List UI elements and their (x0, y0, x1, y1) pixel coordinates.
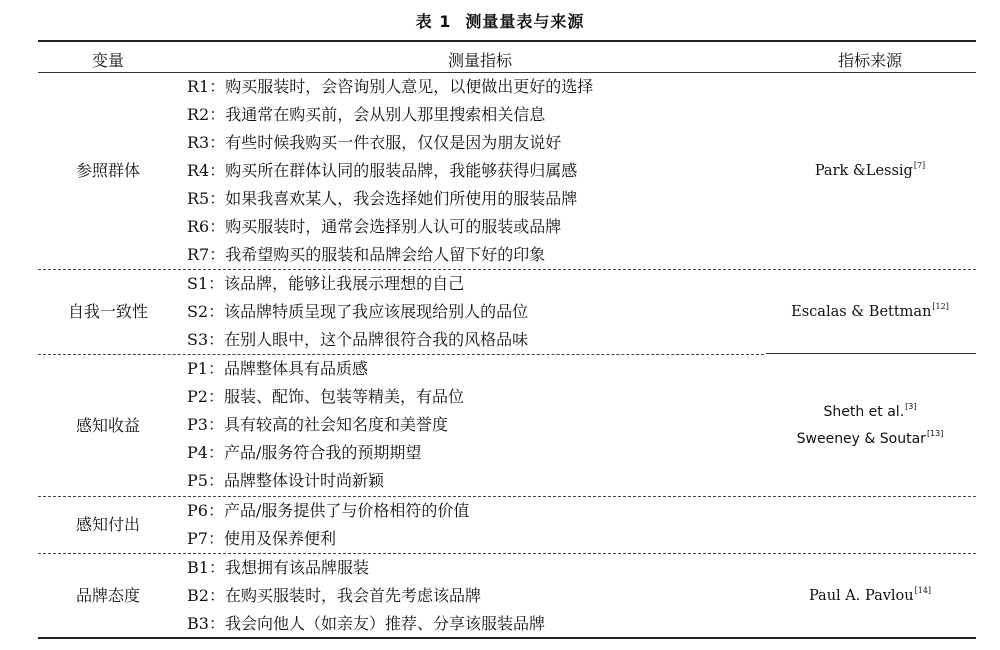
variable-label: 参照群体 (75, 161, 140, 180)
indicator-item: R2：我通常在购买前，会从别人那里搜索相关信息 (187, 105, 546, 124)
indicator-item: P6：产品/服务提供了与价格相符的价值 (187, 501, 470, 520)
source-citation: Sheth et al.[3] (823, 402, 917, 420)
indicator-item: B1：我想拥有该品牌服装 (187, 558, 369, 577)
variable-label: 感知付出 (75, 515, 140, 534)
indicator-item: R1：购买服装时，会咨询别人意见，以便做出更好的选择 (187, 77, 594, 96)
indicator-item: P2：服装、配饰、包装等精美，有品位 (187, 387, 464, 406)
indicator-list (187, 497, 767, 553)
indicator-item: B3：我会向他人（如亲友）推荐、分享该服装品牌 (187, 614, 545, 633)
header-indicator: 测量指标 (447, 51, 512, 70)
header-source: 指标来源 (837, 51, 902, 70)
indicator-list (187, 270, 767, 354)
header-variable: 变量 (91, 51, 124, 70)
source-column-rule (766, 353, 976, 354)
indicator-item: R3：有些时候我购买一件衣服，仅仅是因为朋友说好 (187, 133, 562, 152)
indicator-item: R4：购买所在群体认同的服装品牌，我能够获得归属感 (187, 161, 578, 180)
indicator-item: S2：该品牌特质呈现了我应该展现给别人的品位 (187, 302, 529, 321)
indicator-item: S1：该品牌，能够让我展示理想的自己 (187, 274, 465, 293)
indicator-list (187, 554, 767, 638)
indicator-item: R7：我希望购买的服装和品牌会给人留下好的印象 (187, 245, 546, 264)
table-caption (0, 9, 1000, 32)
source-citation: Park &Lessig[7] (814, 161, 926, 179)
source-citation: Sweeney & Soutar[13] (796, 429, 944, 447)
indicator-list (187, 355, 767, 495)
top-rule (38, 40, 976, 42)
indicator-item: P4：产品/服务符合我的预期期望 (187, 443, 422, 462)
source-citation: Escalas & Bettman[12] (791, 302, 949, 320)
variable-label: 自我一致性 (67, 302, 148, 321)
indicator-item: R6：购买服装时，通常会选择别人认可的服装或品牌 (187, 217, 562, 236)
indicator-item: S3：在别人眼中，这个品牌很符合我的风格品味 (187, 330, 529, 349)
variable-label: 感知收益 (75, 416, 140, 435)
bottom-rule (38, 637, 976, 639)
table-number: 表 1 (415, 12, 452, 31)
indicator-item: R5：如果我喜欢某人，我会选择她们所使用的服装品牌 (187, 189, 578, 208)
table-title: 测量量表与来源 (465, 12, 585, 31)
indicator-item: B2：在购买服装时，我会首先考虑该品牌 (187, 586, 481, 605)
indicator-list (187, 73, 767, 269)
indicator-item: P7：使用及保养便利 (187, 529, 336, 548)
indicator-item: P5：品牌整体设计时尚新颖 (187, 471, 384, 490)
variable-label: 品牌态度 (75, 586, 140, 605)
indicator-item: P1：品牌整体具有品质感 (187, 359, 368, 378)
source-citation: Paul A. Pavlou[14] (808, 586, 932, 604)
indicator-item: P3：具有较高的社会知名度和美誉度 (187, 415, 448, 434)
